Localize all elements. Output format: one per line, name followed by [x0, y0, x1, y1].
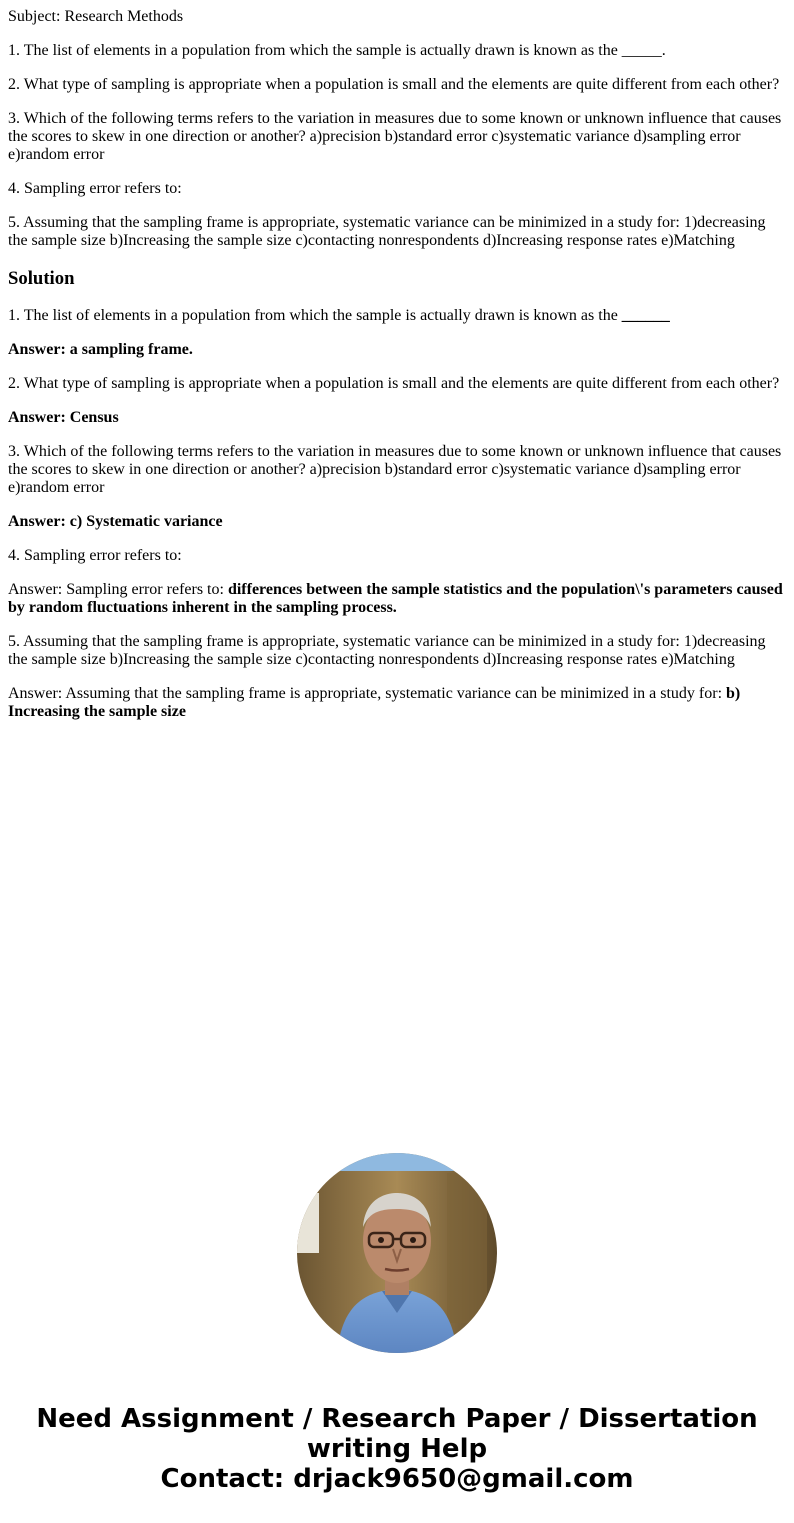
answer-3-text: Answer: c) Systematic variance [8, 513, 223, 530]
banner-line-1: Need Assignment / Research Paper / Dissertation [36, 1404, 758, 1434]
answer-5-bold: b) Increasing the sample size [8, 685, 741, 720]
question-2: 2. What type of sampling is appropriate when a population is small and the elements are quite different from each other? [8, 76, 780, 93]
question-4: 4. Sampling error refers to: [8, 180, 182, 197]
answer-5-prefix: Answer: Assuming that the sampling frame is appropriate, systematic variance can be minimized in a study for: [8, 685, 727, 702]
answer-2 [8, 409, 786, 427]
question-1: 1. The list of elements in a population from which the sample is actually drawn is known as the _____. [8, 42, 666, 59]
author-photo-icon [297, 1153, 497, 1353]
solution-question-1-text: 1. The list of elements in a population from which the sample is actually drawn is known as the [8, 307, 622, 324]
answer-4 [8, 581, 786, 617]
question-5: 5. Assuming that the sampling frame is appropriate, systematic variance can be minimized in a study for: 1)decreasing the sample size b)Increasing the sample size c)contacting nonrespondents d)Increasing response rates e)Matching [8, 214, 766, 249]
author-avatar [297, 1153, 497, 1353]
answer-2-text: Answer: Census [8, 409, 119, 426]
answer-3 [8, 513, 786, 531]
document-body [8, 0, 786, 737]
answer-4-prefix: Answer: Sampling error refers to: [8, 581, 228, 598]
solution-question-4: 4. Sampling error refers to: [8, 547, 182, 564]
solution-question-1-blank: ______ [621, 307, 670, 324]
banner-contact-email: Contact: drjack9650@gmail.com [160, 1464, 634, 1494]
banner-line-2: writing Help [306, 1434, 488, 1464]
solution-question-2: 2. What type of sampling is appropriate when a population is small and the elements are quite different from each other? [8, 375, 780, 392]
answer-5 [8, 685, 786, 721]
answer-4-bold: differences between the sample statistics and the population\'s parameters caused by random fluctuations inherent in the sampling process. [8, 581, 783, 616]
answer-1 [8, 341, 786, 359]
solution-question-5: 5. Assuming that the sampling frame is appropriate, systematic variance can be minimized in a study for: 1)decreasing the sample size b)Increasing the sample size c)contacting nonrespondents d)Increasing response rates e)Matching [8, 633, 766, 668]
solution-question-1 [8, 307, 786, 325]
answer-1-text: Answer: a sampling frame. [8, 341, 193, 358]
question-3: 3. Which of the following terms refers to the variation in measures due to some known or unknown influence that causes the scores to skew in one direction or another? a)precision b)standard error c)systematic variance d)sampling error e)random error [8, 110, 782, 163]
solution-heading: Solution [8, 268, 75, 289]
contact-banner [0, 1404, 794, 1494]
subject-line: Subject: Research Methods [8, 8, 184, 25]
solution-question-3: 3. Which of the following terms refers to the variation in measures due to some known or unknown influence that causes the scores to skew in one direction or another? a)precision b)standard error c)systematic variance d)sampling error e)random error [8, 443, 782, 496]
